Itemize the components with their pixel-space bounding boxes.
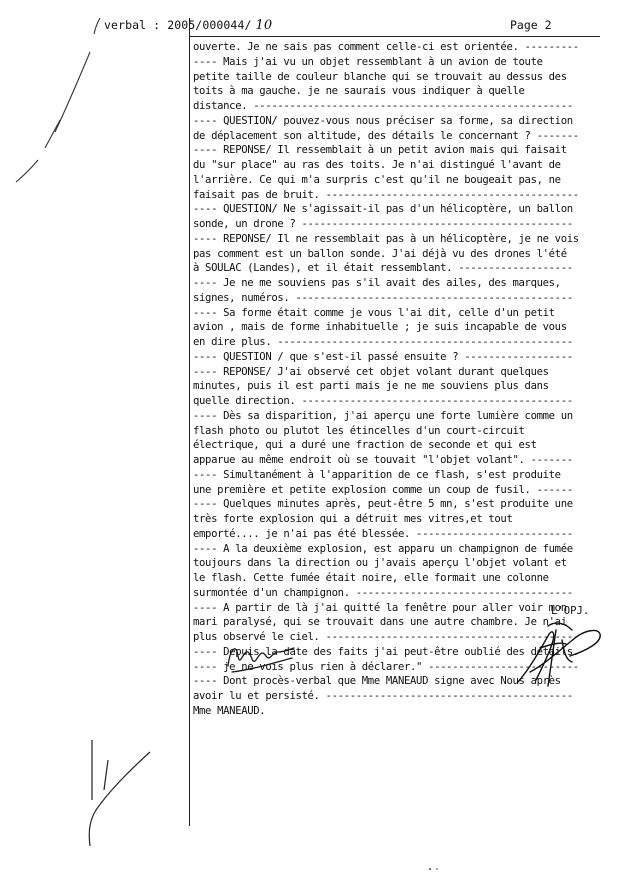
text-line: très forte explosion qui a détruit mes vitres,et tout bbox=[193, 513, 513, 525]
text-line: sonde, un drone ? --------------------------------------------- bbox=[193, 218, 573, 230]
text-line: ---- A la deuxième explosion, est apparu un champignon de fumée bbox=[193, 542, 573, 555]
text-line: ---- Je ne me souviens pas s'il avait des ailes, des marques, bbox=[193, 277, 561, 289]
text-line: l'arrière. Ce qui m'a surpris c'est qu'il ne bougeait pas, ne bbox=[193, 173, 561, 186]
scan-specks bbox=[429, 868, 438, 870]
text-line: Mme MANEAUD. bbox=[193, 704, 266, 717]
text-line: ---- Sa forme était comme je vous l'ai dit, celle d'un petit bbox=[193, 306, 555, 319]
text-line: à SOULAC (Landes), et il était ressemblant. ------------------- bbox=[193, 262, 573, 275]
text-line: le flash. Cette fumée était noire, elle formait une colonne bbox=[193, 572, 549, 584]
text-line: ---- REPONSE/ Il ressemblait à un petit avion mais qui faisait bbox=[193, 144, 567, 157]
text-line: ---- Dont procès-verbal que Mme MANEAUD signe avec Nous après bbox=[193, 675, 561, 688]
text-line: plus observé le ciel. ------------------------------------------ bbox=[193, 631, 579, 643]
text-line: faisait pas de bruit. ------------------------------------------ bbox=[193, 188, 579, 201]
page-number: Page 2 bbox=[510, 18, 552, 32]
text-line: ---- je ne vois plus rien à déclarer." ------------------------- bbox=[193, 660, 579, 673]
text-line: flash photo ou plutot les étincelles d'un court-circuit bbox=[193, 424, 525, 437]
text-line: ---- REPONSE/ J'ai observé cet objet volant durant quelques bbox=[193, 365, 549, 378]
text-line: emporté.... je n'ai pas été blessée. -------------------------- bbox=[193, 527, 573, 540]
text-line: ---- QUESTION/ pouvez-vous nous préciser sa forme, sa direction bbox=[193, 114, 573, 127]
reference-number: verbal : 2005/000044/ bbox=[104, 18, 252, 32]
text-line: ---- A partir de là j'ai quitté la fenêtre pour aller voir mon bbox=[193, 601, 567, 614]
officer-signature bbox=[518, 623, 600, 686]
text-line: du "sur place" au ras des toits. Je n'ai distingué l'avant de bbox=[193, 159, 561, 171]
margin-pen-stroke-bottom bbox=[89, 740, 150, 846]
handwritten-page-number: 10 bbox=[255, 18, 273, 33]
text-line: ---- Dès sa disparition, j'ai aperçu une forte lumière comme un bbox=[193, 409, 573, 422]
text-line: ouverte. Je ne sais pas comment celle-ci est orientée. --------- bbox=[193, 41, 579, 53]
text-line: pas comment est un ballon sonde. J'ai déjà vu des drones l'été bbox=[193, 247, 567, 260]
text-line: ---- Depuis la date des faits j'ai peut-être oublié des détails. bbox=[193, 645, 579, 658]
text-line: distance. ----------------------------------------------------- bbox=[193, 100, 573, 112]
text-line: ---- QUESTION/ Ne s'agissait-il pas d'un hélicoptère, un ballon bbox=[193, 203, 573, 216]
text-line: ---- QUESTION / que s'est-il passé ensuite ? ------------------ bbox=[193, 350, 573, 363]
text-line: une première et petite explosion comme un coup de fusil. ------ bbox=[193, 483, 573, 496]
margin-pen-stroke-top bbox=[16, 18, 100, 182]
text-line: quelle direction. --------------------------------------------- bbox=[193, 395, 573, 407]
officer-label: L'OPJ. bbox=[551, 605, 590, 617]
text-line: ---- Mais j'ai vu un objet ressemblant à un avion de toute bbox=[193, 55, 543, 68]
text-line: signes, numéros. ---------------------------------------------- bbox=[193, 291, 573, 304]
text-line: toits à ma gauche. je ne saurais vous indiquer à quelle bbox=[193, 85, 525, 98]
text-line: en dire plus. ------------------------------------------------- bbox=[193, 336, 573, 348]
text-line: minutes, puis il est parti mais je ne me souviens plus dans bbox=[193, 380, 549, 393]
text-line: petite taille de couleur blanche qui se trouvait au dessus des bbox=[193, 70, 567, 83]
text-line: apparue au même endroit où se touvait "l'objet volant". ------- bbox=[193, 454, 573, 466]
text-line: surmontée d'un champignon. ------------------------------------ bbox=[193, 586, 573, 599]
text-line: avoir lu et persisté. ----------------------------------------- bbox=[193, 690, 573, 702]
text-line: de déplacement son altitude, des détails le concernant ? ------- bbox=[193, 129, 579, 142]
witness-signature bbox=[228, 648, 294, 672]
text-line: électrique, qui a duré une fraction de seconde et qui est bbox=[193, 439, 537, 452]
text-line: ---- Simultanément à l'apparition de ce flash, s'est produite bbox=[193, 468, 561, 481]
text-line: mari paralysé, qui se trouvait dans une autre chambre. Je n'ai bbox=[193, 616, 567, 629]
text-line: avion , mais de forme inhabituelle ; je suis incapable de vous bbox=[193, 321, 567, 334]
text-line: ---- Quelques minutes après, peut-être 5 mn, s'est produite une bbox=[193, 498, 573, 511]
text-line: toujours dans la direction ou j'avais aperçu l'objet volant et bbox=[193, 557, 567, 570]
text-line: ---- REPONSE/ Il ne ressemblait pas à un hélicoptère, je ne vois bbox=[193, 232, 579, 245]
